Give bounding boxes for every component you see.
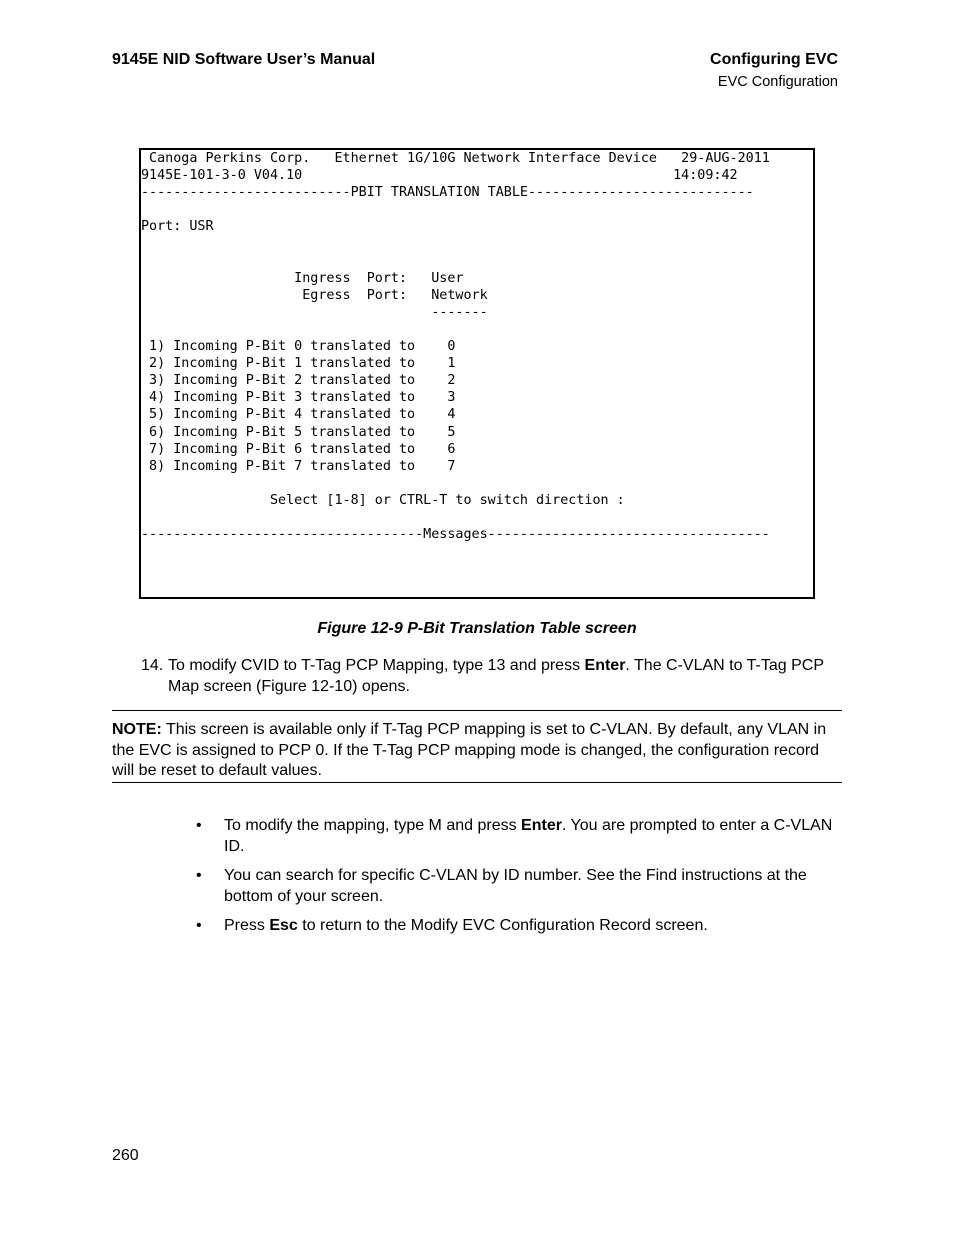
terminal-line: 1) Incoming P-Bit 0 translated to 0 — [141, 339, 456, 355]
terminal-line: -----------------------------------Messages----------------------------------- — [141, 527, 770, 543]
page-number: 260 — [112, 1147, 139, 1164]
note-text: This screen is available only if T-Tag PCP mapping is set to C-VLAN. By default, any VLAN in the EVC is assigned to PCP 0. If the T-Tag PCP mapping mode is changed, the configuration record will be reset to default values. — [112, 721, 827, 779]
terminal-line: Canoga Perkins Corp. Ethernet 1G/10G Network Interface Device 29-AUG-2011 — [141, 151, 770, 166]
bullet-dot: • — [196, 817, 202, 834]
terminal-line: Ingress Port: User — [141, 270, 464, 286]
figure-caption: Figure 12-9 P-Bit Translation Table screen — [317, 620, 637, 637]
terminal-line: 2) Incoming P-Bit 1 translated to 1 — [141, 356, 456, 372]
manual-title: 9145E NID Software User’s Manual — [112, 51, 376, 68]
chapter-title: Configuring EVC — [710, 51, 838, 68]
terminal-line: --------------------------PBIT TRANSLATION TABLE---------------------------- — [141, 185, 754, 201]
terminal-line — [141, 235, 770, 252]
note-top-rule — [112, 710, 842, 711]
note-block — [112, 720, 842, 782]
terminal-line: 9145E-101-3-0 V04.10 14:09:42 — [141, 168, 738, 184]
terminal-line — [141, 201, 770, 218]
terminal-line — [141, 475, 770, 492]
terminal-screen — [139, 148, 815, 599]
note-label: NOTE: — [112, 721, 162, 738]
terminal-line: 4) Incoming P-Bit 3 translated to 3 — [141, 390, 456, 406]
terminal-line: Egress Port: Network — [141, 287, 488, 303]
terminal-line — [141, 253, 770, 270]
terminal-line: 5) Incoming P-Bit 4 translated to 4 — [141, 407, 456, 423]
step-text: To modify CVID to T-Tag PCP Mapping, type 13 and press Enter. The C-VLAN to T-Tag PCP Map screen (Figure 12-10) opens. — [168, 657, 824, 695]
bullet-dot: • — [196, 917, 202, 934]
terminal-line: Port: USR — [141, 219, 214, 235]
step-number: 14. — [141, 657, 164, 674]
terminal-line: 7) Incoming P-Bit 6 translated to 6 — [141, 441, 456, 457]
section-title: EVC Configuration — [717, 74, 838, 90]
terminal-line: Select [1-8] or CTRL-T to switch direction : — [141, 492, 625, 508]
terminal-text — [141, 150, 770, 543]
terminal-line: 3) Incoming P-Bit 2 translated to 2 — [141, 373, 456, 389]
terminal-line — [141, 321, 770, 338]
note-bottom-rule — [112, 782, 842, 783]
terminal-line — [141, 509, 770, 526]
terminal-line: 8) Incoming P-Bit 7 translated to 7 — [141, 458, 456, 474]
bullet-dot: • — [196, 867, 202, 884]
terminal-line: 6) Incoming P-Bit 5 translated to 5 — [141, 424, 456, 440]
terminal-line: ------- — [141, 304, 488, 320]
